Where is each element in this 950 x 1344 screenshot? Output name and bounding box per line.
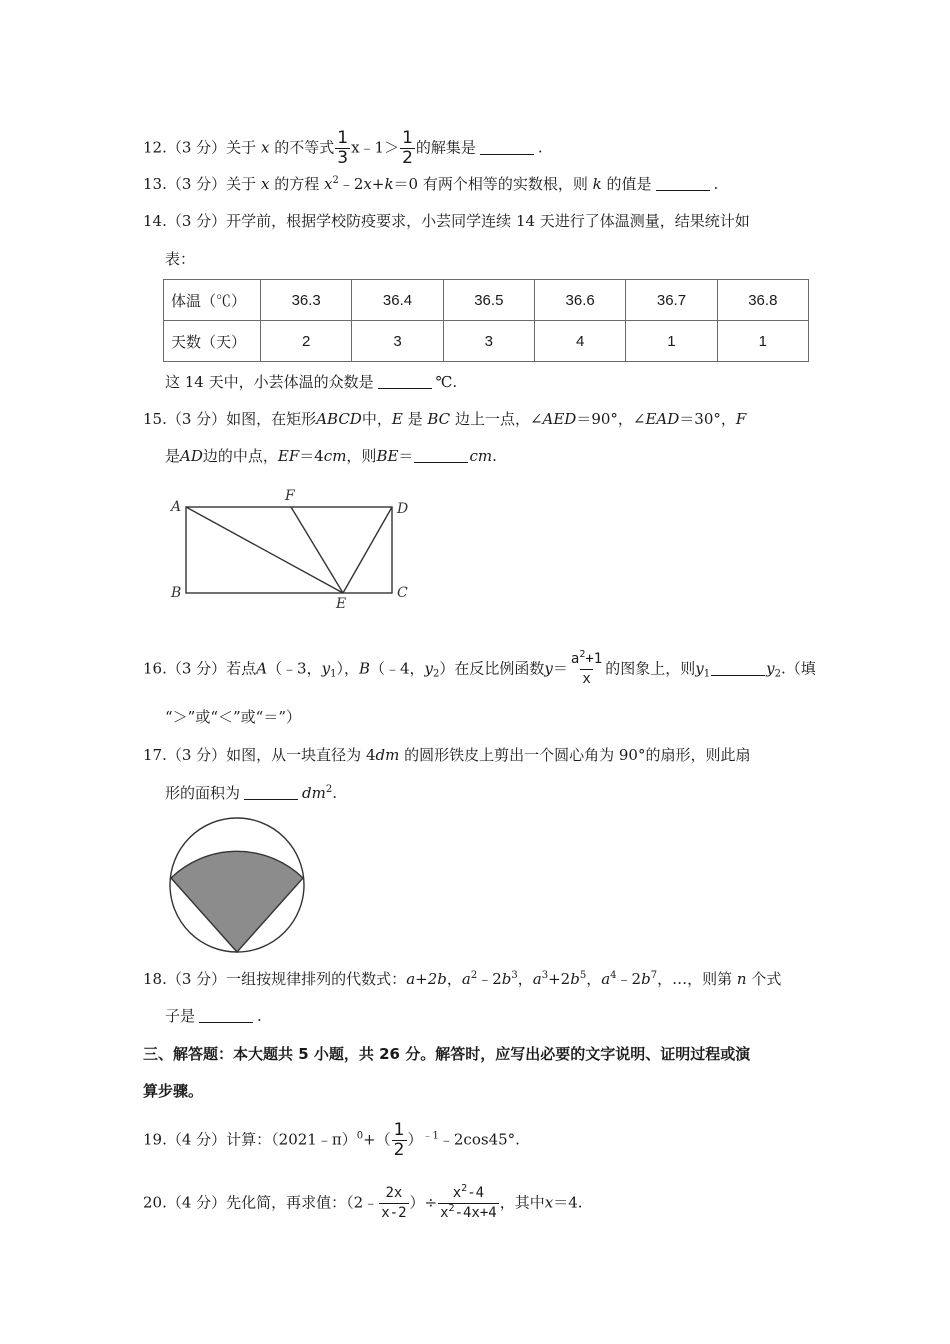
question-text: 如图，从一块直径为 4 [226,746,376,764]
exponent: 2 [470,970,478,981]
question-14-answer-line [165,372,457,392]
question-number: 20. [143,1193,167,1212]
table-row [164,321,809,362]
question-20 [143,1184,583,1223]
fraction [569,650,604,689]
unit: cm [469,447,493,465]
question-text: 的值是 [606,175,652,193]
question-14 [143,211,750,231]
question-text: 的方程 [274,175,320,193]
fraction-numerator: 1 [393,1120,405,1140]
question-score: （3 分） [166,175,227,193]
variable: x [544,1193,554,1212]
question-text: ，…，则第 [657,970,733,988]
math-expression: ﹣2 [616,970,642,988]
question-text: 形的面积为 [165,784,241,802]
table-row [164,280,809,321]
fraction-denominator: 2 [402,148,413,168]
question-16 [143,650,816,689]
question-number: 13. [143,175,167,193]
punctuation: . [332,784,337,802]
question-17 [143,745,750,765]
math-expression: （﹣4， [369,659,425,678]
question-text: 个式 [751,970,782,988]
question-text: 表： [165,250,196,268]
answer-blank [244,785,298,800]
question-16-continued [165,707,301,727]
table-cell: 36.4 [352,280,443,321]
variable: x [260,138,270,157]
subscript: 1 [703,668,711,680]
question-number: 19. [143,1130,167,1149]
segment-fe [291,507,343,593]
section-heading-text: 算步骤。 [143,1082,204,1100]
label-e: E [336,596,347,610]
question-13 [143,174,718,194]
table-cell: 3 [352,321,443,362]
question-score: （3 分） [166,659,227,678]
table-cell: 36.6 [534,280,625,321]
segment-de [343,507,392,593]
exponent: 3 [511,970,518,981]
fraction-denominator: x-2 [381,1205,407,1221]
question-17-continued [165,783,337,803]
math-expression: ﹣2 [338,175,364,193]
variable: x [324,175,333,193]
question-text: 边上一点，∠ [454,410,543,428]
math-expression: （﹣3， [267,659,322,678]
variable: b [570,970,580,988]
question-text: ＝4 [299,447,324,465]
fraction [379,1184,408,1223]
question-19 [143,1121,520,1160]
punctuation: ， [586,970,602,988]
exponent: 2 [448,1203,455,1214]
subscript: 2 [774,668,781,680]
variable: EAD [645,410,680,428]
fraction [392,1121,407,1160]
question-number: 14. [143,212,167,230]
question-text: 的解集是 [415,138,476,157]
exponent: 2 [325,784,333,795]
exponent: 4 [610,970,617,981]
fraction-numerator [451,1184,486,1203]
question-score: （3 分） [166,746,227,764]
math-expression: +2 [548,970,571,988]
question-text: ）在反比例函数 [439,659,545,678]
question-text: 的圆形铁皮上剪出一个圆心角为 90°的扇形，则此扇 [404,746,751,764]
question-score: （3 分） [166,970,227,988]
answer-blank [378,374,432,389]
question-text: ＝30°， [679,410,736,428]
question-14-continued [165,249,195,269]
section-heading-continued [143,1081,203,1101]
question-text: 的图象上，则 [605,659,696,678]
table-cell: 36.5 [443,280,534,321]
question-score: （3 分） [166,212,227,230]
variable: x [363,175,372,193]
answer-blank [199,1008,253,1023]
punctuation: . [492,447,497,465]
punctuation: . [257,1007,262,1025]
unit: dm [375,746,400,764]
math-expression: ） [407,1130,423,1149]
answer-blank [480,140,534,155]
variable: y [544,659,553,678]
exponent: 0 [356,1130,364,1142]
math-expression: ）， [336,659,359,678]
variable: EF [277,447,300,465]
fraction [335,129,350,168]
question-text: ＝ [398,447,414,465]
variable: a [601,970,611,988]
exponent: 2 [332,175,339,186]
variable: E [391,410,403,428]
question-text: 关于 [226,138,257,157]
question-number: 17. [143,746,167,764]
variable: a [532,970,542,988]
math-expression: +（ [363,1130,391,1149]
variable: y [424,659,434,678]
question-text: 是 [165,447,181,465]
question-text: 一组按规律排列的代数式： [226,970,407,988]
question-text: 边的中点， [202,447,278,465]
row-header: 天数（天） [164,321,261,362]
exponent: 5 [579,970,587,981]
question-text: 若点 [226,659,257,678]
fraction-denominator: 2 [393,1140,405,1160]
variable: BC [427,410,451,428]
question-text: ＝90°，∠ [576,410,646,428]
question-text: 如图，在矩形 [226,410,317,428]
variable: n [736,970,747,988]
unit: ℃. [435,373,458,391]
variable: a [461,970,471,988]
fraction-denominator: x [582,671,591,687]
exponent: 7 [650,970,658,981]
table-cell: 36.8 [717,280,808,321]
math-expression: ﹣2 [477,970,502,988]
table-cell: 4 [534,321,625,362]
variable: x [452,1185,462,1201]
fraction [438,1184,499,1223]
question-text: ＝0 有两个相等的实数根，则 [393,175,588,193]
math-expression: -4x+4 [454,1205,497,1221]
unit: cm [323,447,347,465]
table-cell: 3 [443,321,534,362]
label-c: C [397,585,408,601]
exponent: 2 [579,649,586,660]
math-expression: ）÷ [409,1193,438,1212]
label-f: F [285,488,295,504]
exponent: 2 [461,1183,468,1194]
fraction-numerator: 2x [385,1185,403,1201]
question-score: （3 分） [166,410,227,428]
table-cell: 36.3 [261,280,352,321]
variable: AD [180,447,203,465]
question-text: 先化简，再求值：（2﹣ [226,1193,379,1212]
variable: BE [376,447,399,465]
question-number: 12. [143,138,167,157]
question-number: 15. [143,410,167,428]
math-expression: x﹣1＞ [351,138,400,157]
question-text: 计算：（2021﹣π） [226,1130,357,1149]
question-15 [143,409,746,429]
fraction-numerator: 1 [337,128,349,148]
exponent: 3 [541,970,549,981]
variable: x [260,175,270,193]
subscript: 2 [433,668,440,680]
question-text: 的不等式 [274,138,335,157]
fraction [400,129,415,168]
variable: y [321,659,331,678]
math-expression: ﹣2cos45°. [438,1130,520,1149]
math-expression: +1 [585,651,603,667]
variable: k [384,175,394,193]
question-18-continued [165,1006,262,1026]
question-text: “＞”或“＜”或“＝”） [165,708,302,726]
section-heading [143,1044,750,1064]
fraction-denominator [438,1203,499,1223]
question-number: 16. [143,659,167,678]
section-heading-text: 三、解答题：本大题共 5 小题，共 26 分。解答时，应写出必要的文字说明、证明过程或演 [143,1045,751,1063]
exponent: ﹣1 [422,1130,439,1142]
fraction-numerator [569,650,604,669]
circle-sector-figure [160,815,320,960]
question-text: ，则 [346,447,377,465]
temperature-table [163,279,809,362]
variable: A [256,659,268,678]
table-cell: 36.7 [626,280,717,321]
question-text: 这 14 天中，小芸体温的众数是 [165,373,374,391]
question-15-continued [165,446,497,466]
segment-ae [186,507,343,593]
question-text: 关于 [226,175,257,193]
question-12 [143,129,543,168]
question-18 [143,969,781,989]
fraction-denominator: 3 [337,148,349,168]
answer-blank [414,448,468,463]
question-text: 子是 [165,1007,196,1025]
subscript: 1 [330,668,337,680]
row-header: 体温（℃） [164,280,261,321]
question-number: 18. [143,970,167,988]
math-expression: + [371,175,385,193]
variable: b [501,970,512,988]
unit: dm [302,784,326,802]
fraction-numerator: 1 [402,128,413,148]
variable: AED [542,410,577,428]
question-text: ，其中 [499,1193,545,1212]
label-a: A [171,499,182,515]
variable: a [570,651,580,667]
variable: y [695,659,704,678]
punctuation: . [537,138,543,157]
variable: ABCD [316,410,362,428]
rectangle-figure [160,485,420,610]
punctuation: ， [517,970,533,988]
math-expression: ＝ [552,659,568,678]
table-cell: 1 [717,321,808,362]
punctuation: . [713,175,719,193]
answer-blank [656,176,710,191]
variable: B [358,659,370,678]
question-text: 是 [407,410,423,428]
table-cell: 2 [261,321,352,362]
variable: F [735,410,747,428]
math-expression: ＝4. [553,1193,583,1212]
question-score: （4 分） [166,1193,227,1212]
label-d: D [397,501,409,517]
variable: y [766,659,775,678]
math-expression: -4 [467,1185,485,1201]
label-b: B [171,585,182,601]
math-expression: a+2b [406,970,447,988]
punctuation: ， [446,970,462,988]
question-text: 开学前，根据学校防疫要求，小芸同学连续 14 天进行了体温测量，结果统计如 [226,212,750,230]
question-score: （4 分） [166,1130,227,1149]
question-score: （3 分） [166,138,227,157]
answer-blank [711,661,765,676]
table-cell: 1 [626,321,717,362]
question-text: 中， [361,410,392,428]
rectangle-abcd [186,507,392,593]
variable: x [440,1205,449,1221]
variable: b [641,970,651,988]
variable: k [592,175,602,193]
question-text: .（填 [780,659,816,678]
